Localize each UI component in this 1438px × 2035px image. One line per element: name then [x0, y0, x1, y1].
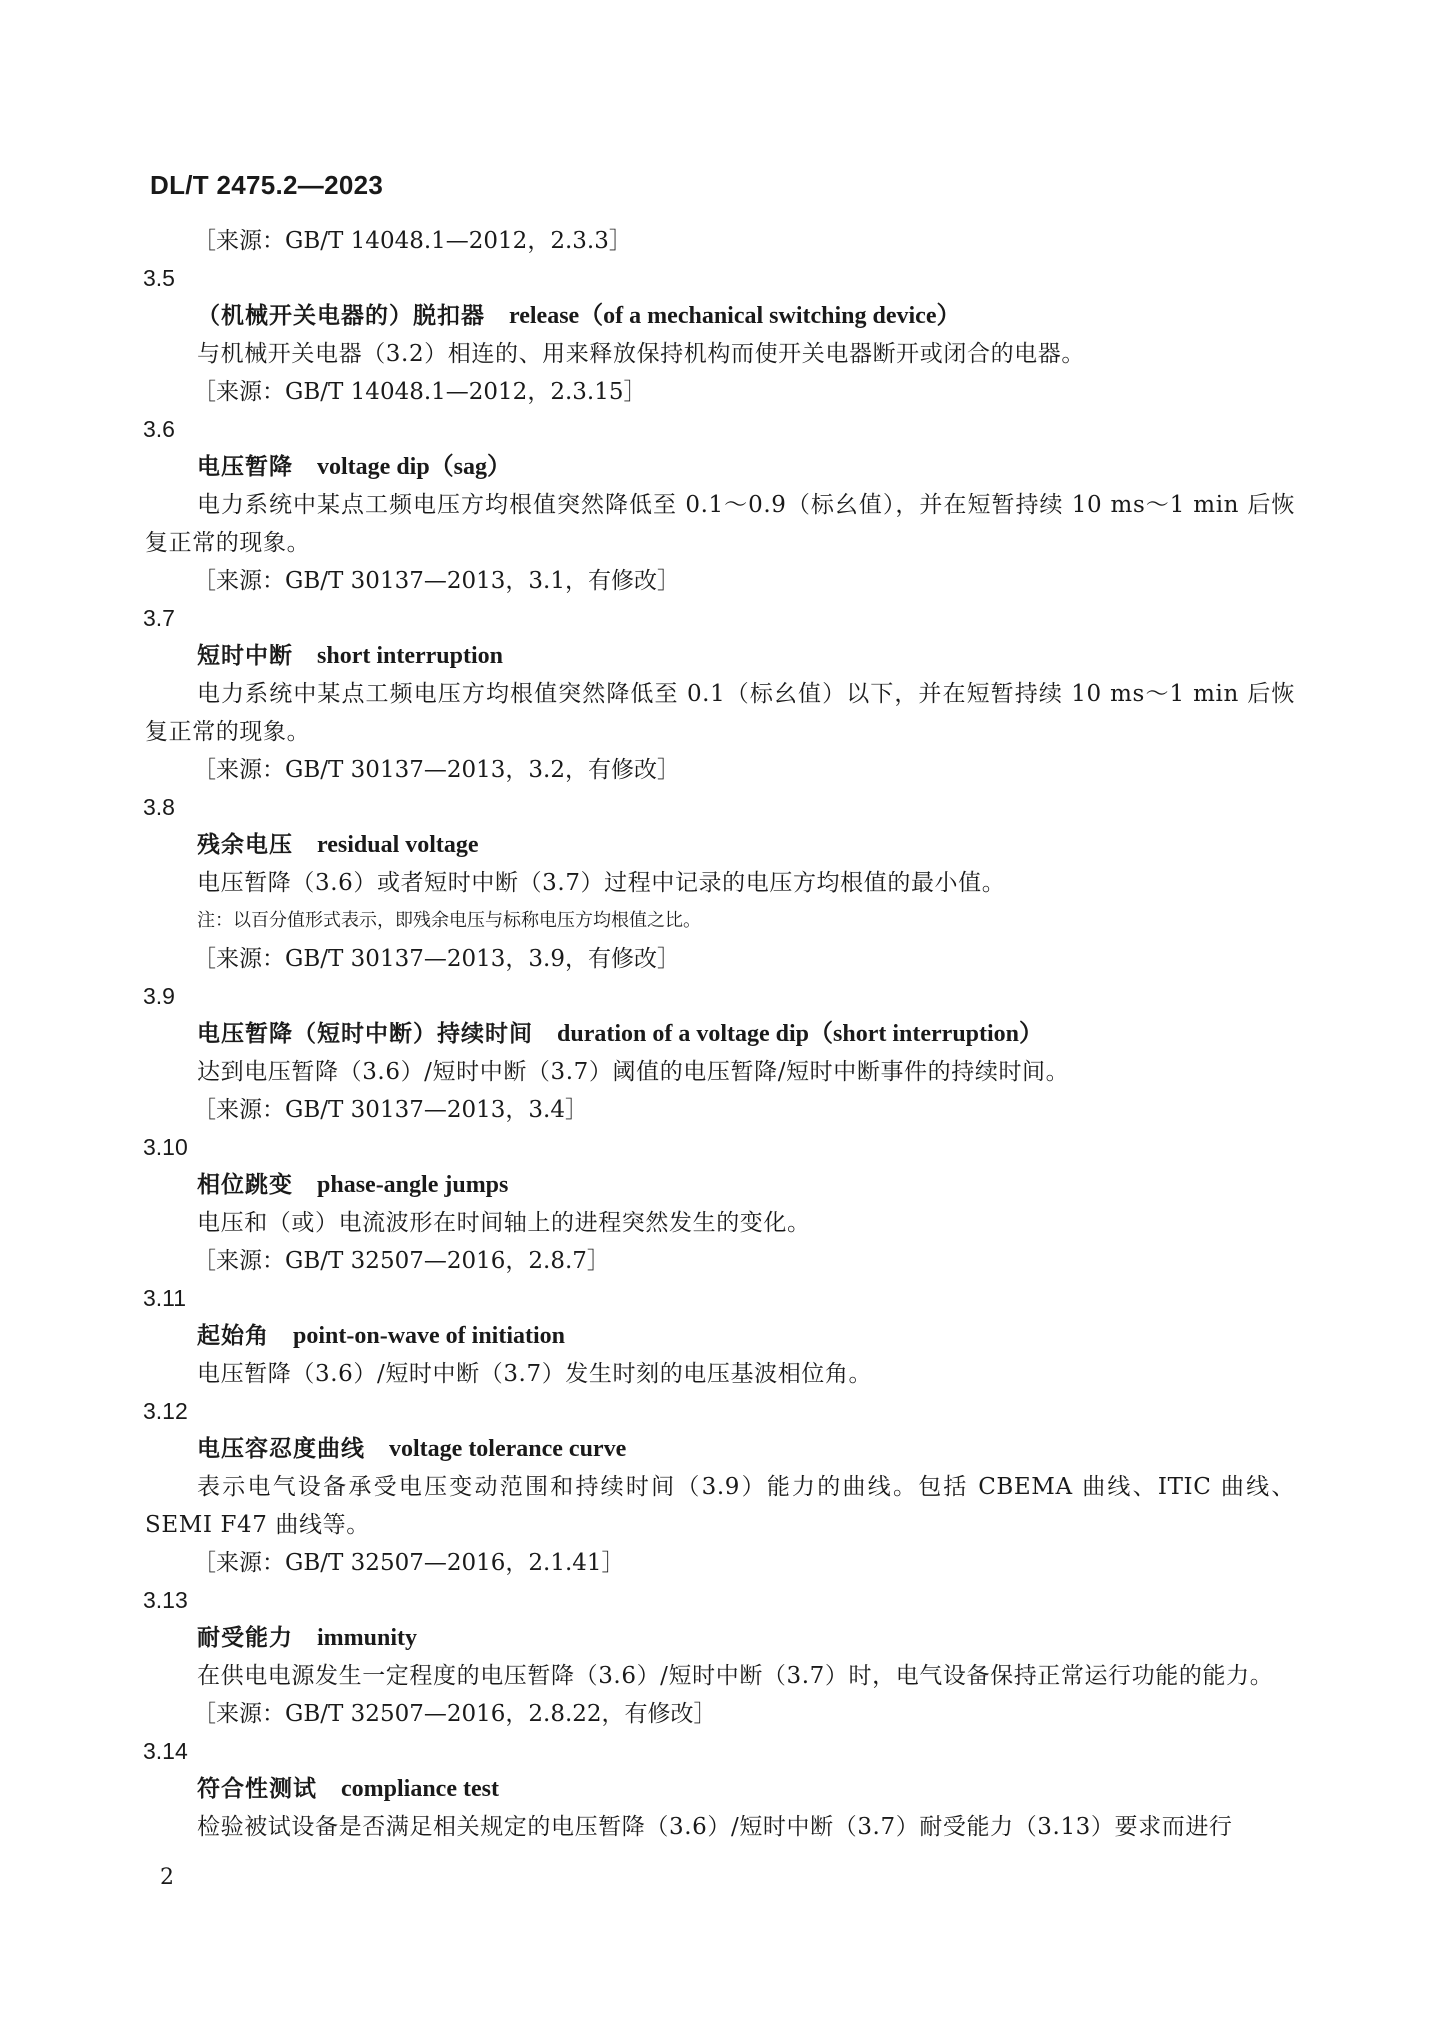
source-citation: ［来源：GB/T 30137—2013，3.1，有修改］ [193, 568, 680, 594]
term-heading [145, 1317, 1295, 1355]
source-citation: ［来源：GB/T 32507—2016，2.8.7］ [193, 1248, 610, 1274]
page-number: 2 [160, 1865, 174, 1890]
term-definition: 电力系统中某点工频电压方均根值突然降低至 0.1～0.9（标幺值），并在短暂持续 10 ms～1 min 后恢复正常的现象。 [145, 492, 1295, 556]
term-heading [145, 1430, 1295, 1468]
term-english: point-on-wave of initiation [293, 1323, 566, 1349]
term-english: residual voltage [317, 832, 479, 858]
term-english: duration of a voltage dip（short interruption） [557, 1021, 1044, 1047]
term-heading [145, 637, 1295, 675]
term-heading [145, 297, 1295, 335]
term-chinese: 残余电压 [197, 832, 293, 858]
term-chinese: 电压暂降 [197, 454, 293, 480]
term-chinese: （机械开关电器的）脱扣器 [197, 303, 485, 329]
term-chinese: 电压容忍度曲线 [197, 1436, 365, 1462]
term-definition: 达到电压暂降（3.6）/短时中断（3.7）阈值的电压暂降/短时中断事件的持续时间。 [197, 1059, 1070, 1085]
source-citation: ［来源：GB/T 30137—2013，3.2，有修改］ [193, 757, 680, 783]
term-heading [145, 1770, 1295, 1808]
term-english: short interruption [317, 643, 503, 669]
term-english: compliance test [341, 1776, 499, 1802]
term-chinese: 耐受能力 [197, 1625, 293, 1651]
term-definition: 在供电电源发生一定程度的电压暂降（3.6）/短时中断（3.7）时，电气设备保持正常运行功能的能力。 [197, 1663, 1274, 1689]
term-definition: 电力系统中某点工频电压方均根值突然降低至 0.1（标幺值）以下，并在短暂持续 10 ms～1 min 后恢复正常的现象。 [145, 681, 1295, 745]
document-code-header: DL/T 2475.2—2023 [150, 170, 384, 200]
entry-number: 3.12 [143, 1398, 188, 1424]
source-citation: ［来源：GB/T 32507—2016，2.1.41］ [193, 1550, 625, 1576]
entry-number: 3.10 [143, 1134, 188, 1160]
page-content [145, 222, 1295, 1846]
term-heading [145, 1166, 1295, 1204]
entry-number: 3.7 [143, 605, 175, 631]
term-definition: 电压和（或）电流波形在时间轴上的进程突然发生的变化。 [197, 1210, 811, 1236]
source-citation: ［来源：GB/T 14048.1—2012，2.3.3］ [193, 228, 632, 254]
term-note: 注：以百分值形式表示，即残余电压与标称电压方均根值之比。 [197, 910, 701, 931]
entry-number: 3.6 [143, 416, 175, 442]
term-definition: 与机械开关电器（3.2）相连的、用来释放保持机构而使开关电器断开或闭合的电器。 [197, 341, 1085, 367]
term-chinese: 短时中断 [197, 643, 293, 669]
term-chinese: 符合性测试 [197, 1776, 317, 1802]
term-english: voltage tolerance curve [389, 1436, 627, 1462]
term-definition: 电压暂降（3.6）或者短时中断（3.7）过程中记录的电压方均根值的最小值。 [197, 870, 1006, 896]
term-english: immunity [317, 1625, 418, 1651]
source-citation: ［来源：GB/T 30137—2013，3.9，有修改］ [193, 946, 680, 972]
term-heading [145, 448, 1295, 486]
term-chinese: 相位跳变 [197, 1172, 293, 1198]
term-heading [145, 1015, 1295, 1053]
term-definition: 电压暂降（3.6）/短时中断（3.7）发生时刻的电压基波相位角。 [197, 1361, 873, 1387]
source-citation: ［来源：GB/T 14048.1—2012，2.3.15］ [193, 379, 647, 405]
entry-number: 3.8 [143, 794, 175, 820]
entry-number: 3.13 [143, 1587, 188, 1613]
term-english: voltage dip（sag） [317, 454, 512, 480]
entry-number: 3.14 [143, 1738, 188, 1764]
term-definition: 检验被试设备是否满足相关规定的电压暂降（3.6）/短时中断（3.7）耐受能力（3.13）要求而进行 [197, 1814, 1233, 1840]
term-heading [145, 826, 1295, 864]
entry-number: 3.9 [143, 983, 175, 1009]
term-definition: 表示电气设备承受电压变动范围和持续时间（3.9）能力的曲线。包括 CBEMA 曲线、ITIC 曲线、SEMI F47 曲线等。 [145, 1474, 1295, 1538]
source-citation: ［来源：GB/T 32507—2016，2.8.22，有修改］ [193, 1701, 717, 1727]
term-chinese: 电压暂降（短时中断）持续时间 [197, 1021, 533, 1047]
term-english: phase-angle jumps [317, 1172, 509, 1198]
entry-number: 3.11 [143, 1285, 187, 1311]
source-citation: ［来源：GB/T 30137—2013，3.4］ [193, 1097, 588, 1123]
term-english: release（of a mechanical switching device） [509, 303, 961, 329]
term-heading [145, 1619, 1295, 1657]
term-chinese: 起始角 [197, 1323, 269, 1349]
entry-number: 3.5 [143, 265, 175, 291]
